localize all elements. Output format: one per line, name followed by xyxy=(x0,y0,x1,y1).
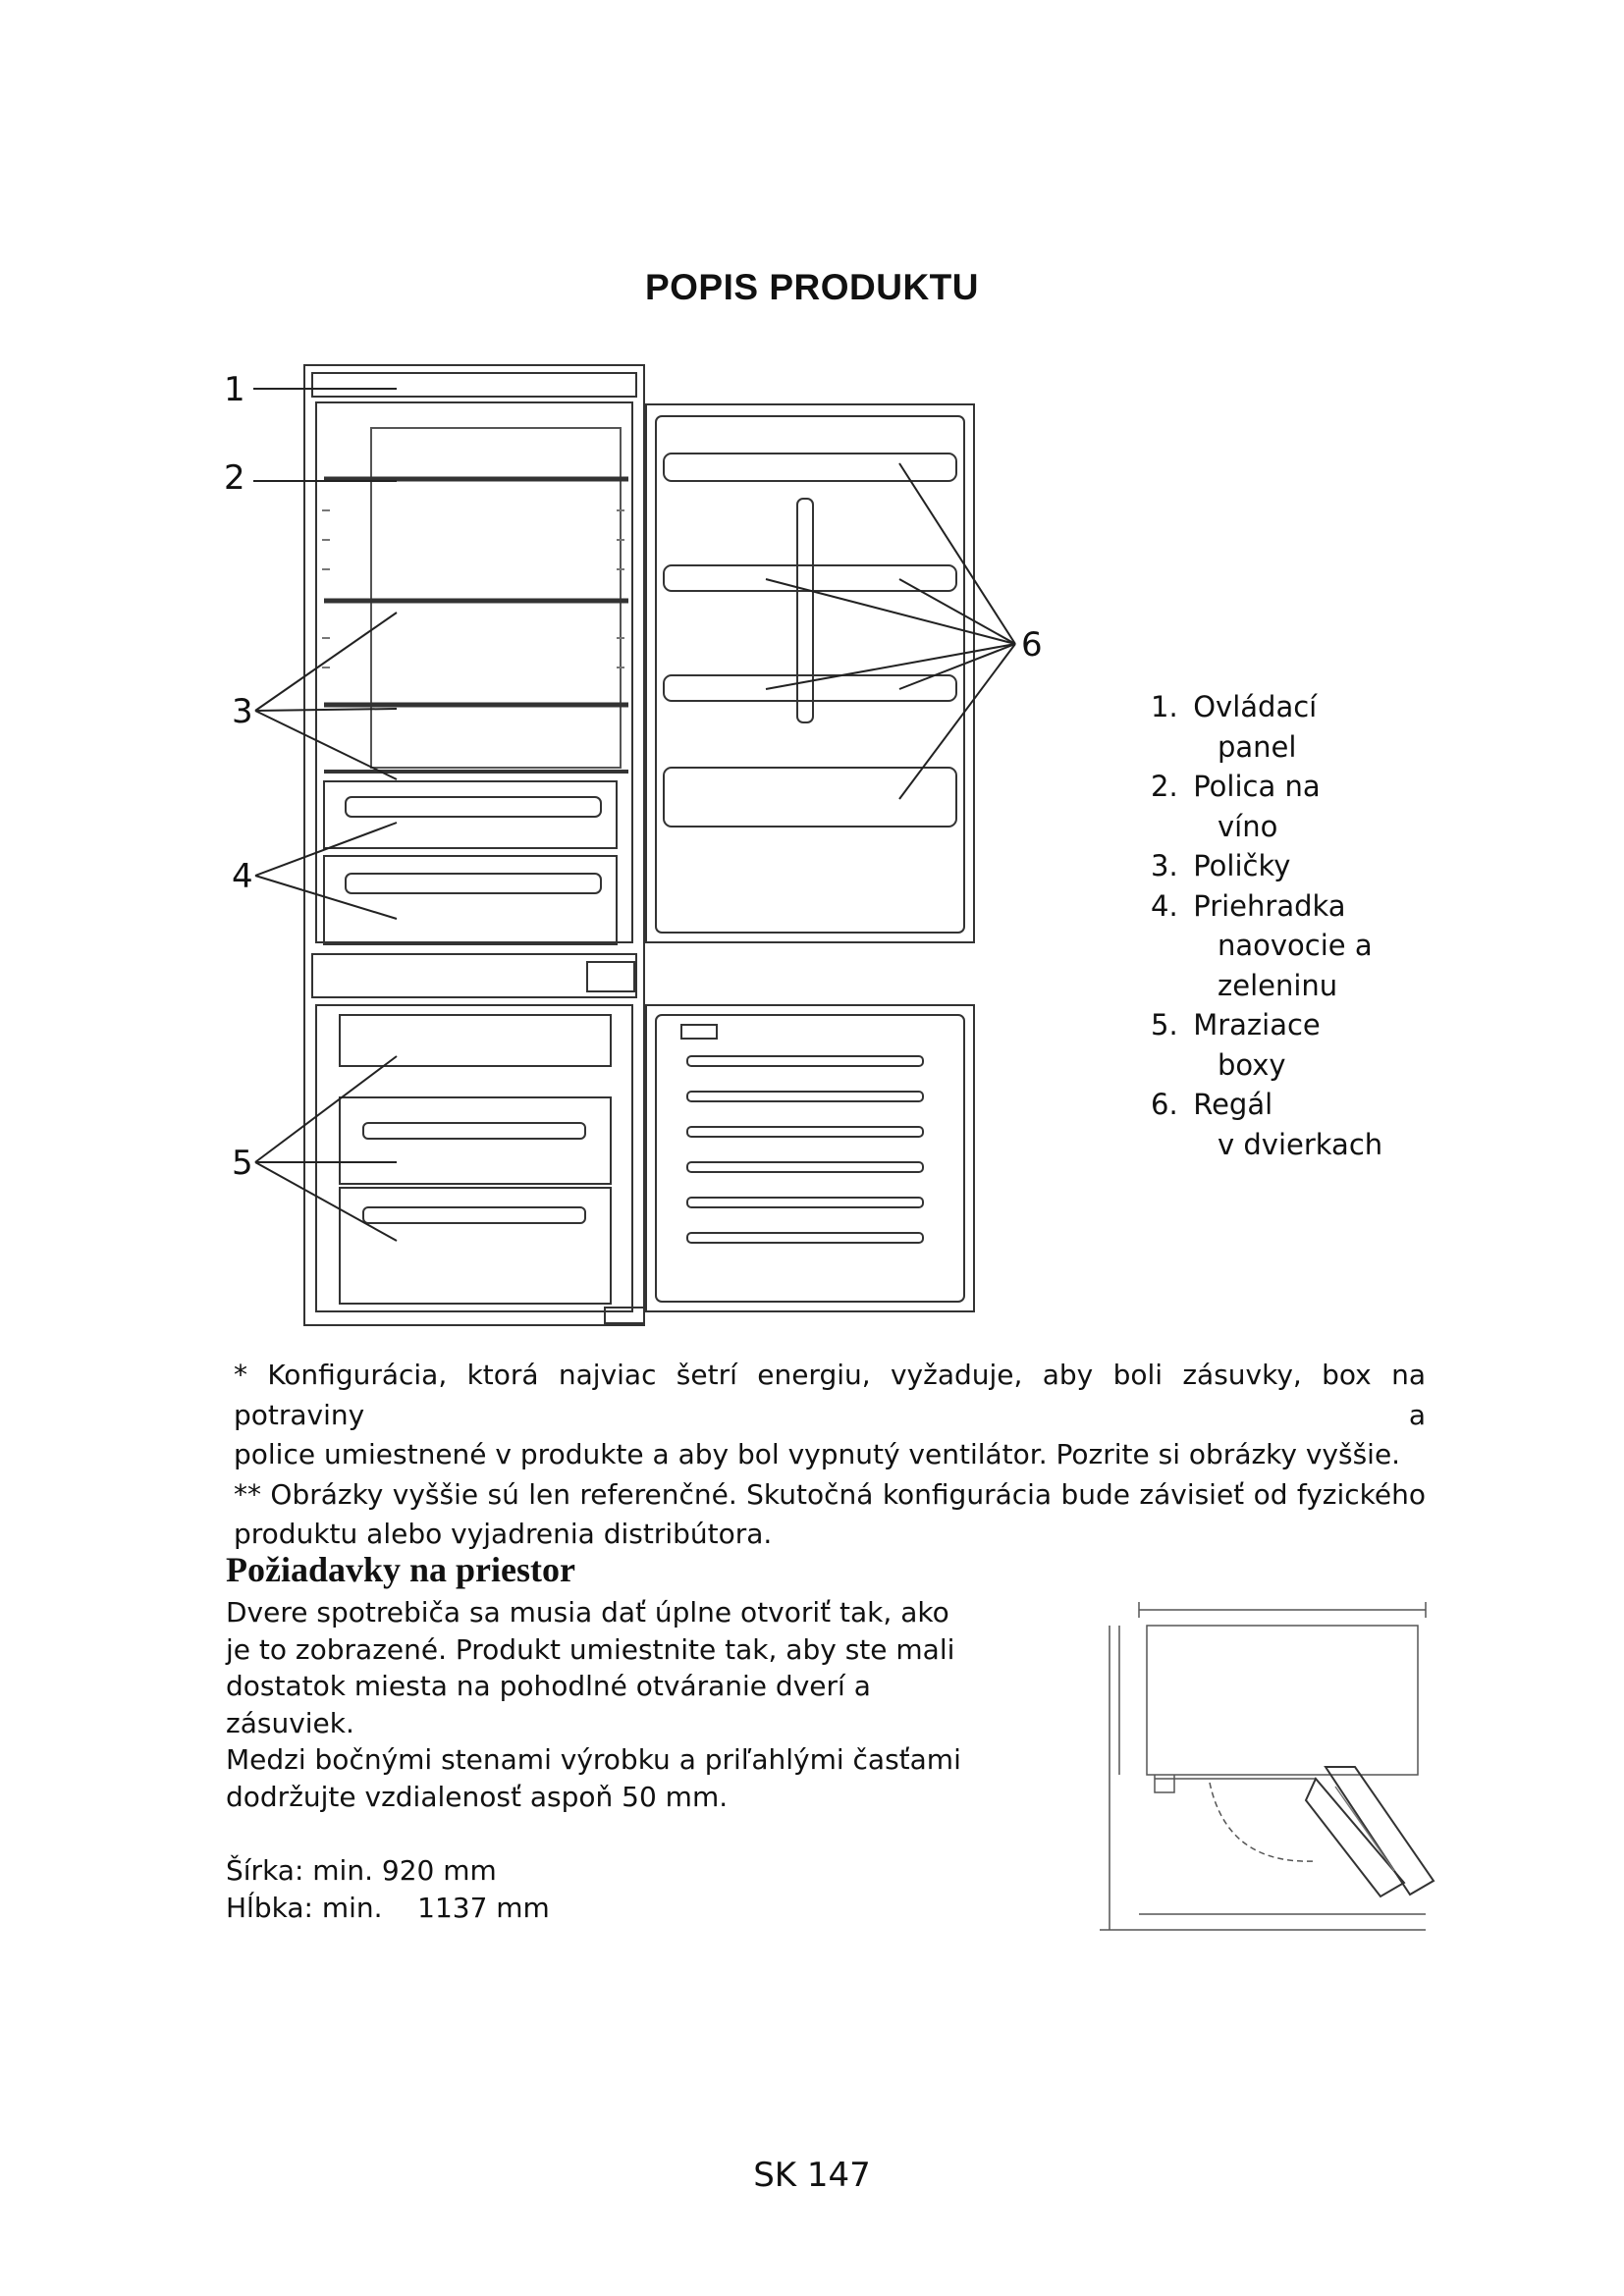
note-2-line-1: ** Obrázky vyššie sú len referenčné. Skutočná konfigurácia bude závisieť od fyzického xyxy=(234,1477,1426,1511)
note-1-line-1: * Konfigurácia, ktorá najviac šetrí energiu, vyžaduje, aby boli zásuvky, box na potraviny a xyxy=(234,1359,1426,1431)
note-1-line-2: police umiestnené v produkte a aby bol vypnutý ventilátor. Pozrite si obrázky vyššie. xyxy=(234,1438,1401,1470)
callout-5: 5 xyxy=(232,1144,253,1183)
cabinet-outline xyxy=(304,365,644,1325)
space-requirement-diagram xyxy=(1100,1602,1434,1930)
parts-legend: 1. Ovládací panel 2. Polica na víno 3. Poličky 4. Priehradka naovocie a zeleninu 5. Mraziace boxy 6. Regál v dvierkach xyxy=(1151,687,1382,1164)
legend-item: 1. Ovládací xyxy=(1151,690,1318,723)
callout-4: 4 xyxy=(232,857,253,896)
page-number: SK 147 xyxy=(753,2156,871,2195)
callout-2: 2 xyxy=(224,458,245,498)
legend-item: 4. Priehradka xyxy=(1151,888,1346,923)
requirements-text: Dvere spotrebiča sa musia dať úplne otvoriť tak, ako je to zobrazené. Produkt umiestnite tak, aby ste mali dostatok miesta na pohodlné otváranie dverí a zásuviek. Medzi bočnými stenami výrobku a priľahlými časťami dodržujte vzdialenosť aspoň 50 mm. Šírka: min. 920 mm Hĺbka: min. 1137 mm xyxy=(226,1594,972,1926)
legend-item: 2. Polica na xyxy=(1151,770,1321,803)
callout-1: 1 xyxy=(224,370,245,409)
callout-3: 3 xyxy=(232,692,253,731)
legend-item: 6. Regál xyxy=(1151,1088,1273,1121)
requirements-heading: Požiadavky na priestor xyxy=(226,1550,575,1589)
legend-item: 5. Mraziace xyxy=(1151,1008,1321,1041)
depth-requirement: Hĺbka: min. 1137 mm xyxy=(226,1891,550,1924)
width-requirement: Šírka: min. 920 mm xyxy=(226,1854,497,1887)
legend-item: 3. Poličky xyxy=(1151,849,1291,882)
notes-block xyxy=(234,1356,1426,1555)
callout-6: 6 xyxy=(1021,625,1043,665)
note-2-line-2: produktu alebo vyjadrenia distribútora. xyxy=(234,1518,773,1550)
page-title: POPIS PRODUKTU xyxy=(644,267,980,307)
